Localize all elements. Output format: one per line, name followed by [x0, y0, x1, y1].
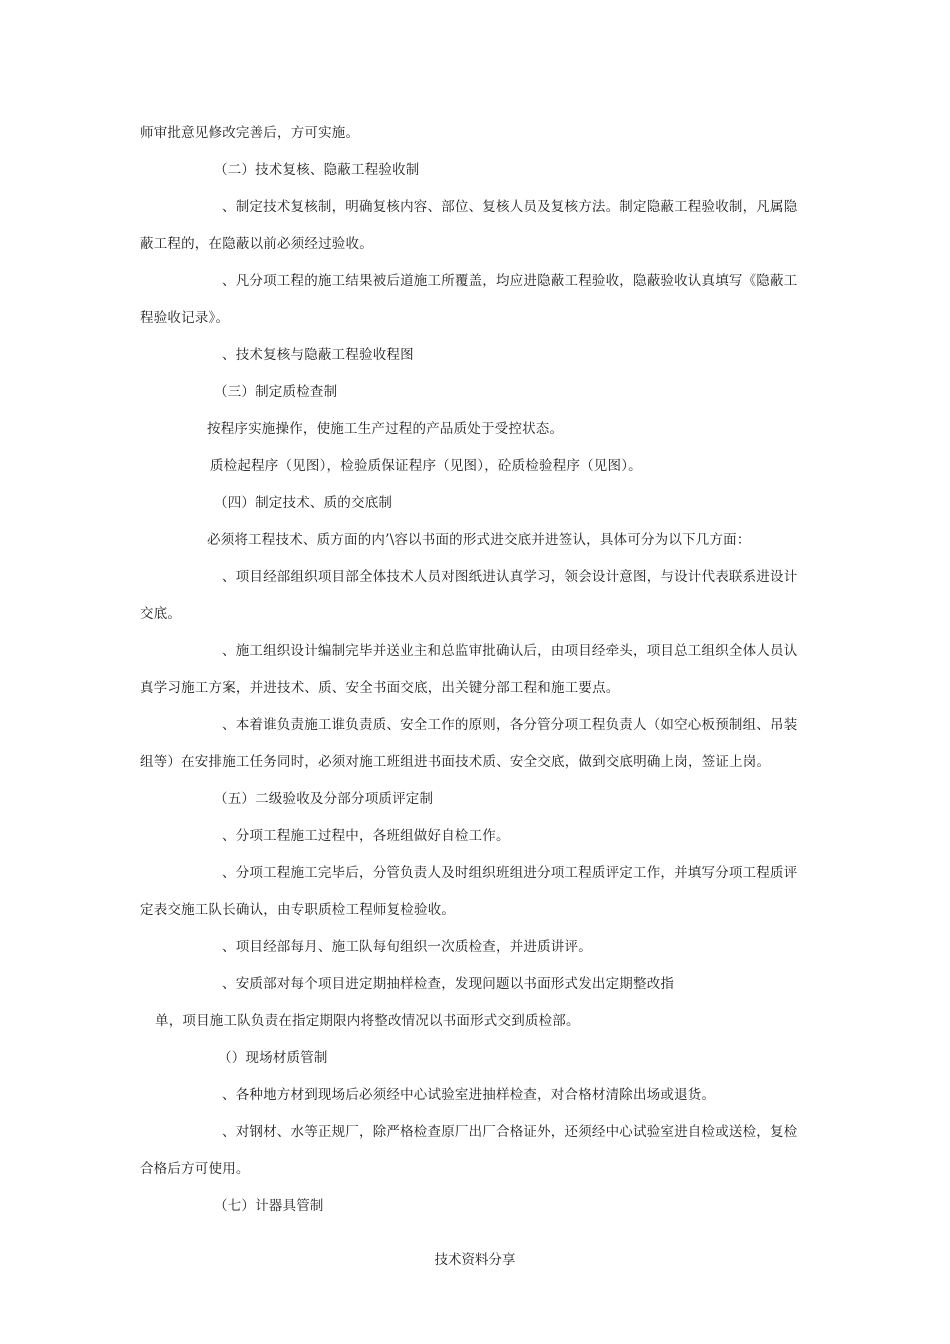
section-heading: （五）二级验收及分部分项质评定制 — [214, 791, 434, 807]
body-line: 、项目经部每月、施工队每旬组织一次质检查，并进质讲评。 — [222, 939, 592, 955]
body-line: 、制定技术复核制，明确复核内容、部位、复核人员及复核方法。制定隐蔽工程验收制，凡属隐 — [222, 199, 798, 215]
body-line: 蔽工程的，在隐蔽以前必须经过验收。 — [140, 236, 373, 252]
body-line: 真学习施工方案，并进技术、质、安全书面交底，出关键分部工程和施工要点。 — [140, 680, 620, 696]
body-line: 定表交施工队长确认，由专职质检工程师复检验收。 — [140, 902, 456, 918]
section-heading: （四）制定技术、质的交底制 — [214, 495, 393, 511]
body-line: 合格后方可使用。 — [140, 1161, 250, 1177]
body-line: 交底。 — [140, 606, 182, 622]
section-heading: （三）制定质检查制 — [214, 384, 338, 400]
body-line: 质检起程序（见图），检验质保证程序（见图），砼质检验程序（见图）。 — [210, 458, 642, 474]
section-heading: （二）技术复核、隐蔽工程验收制 — [214, 162, 420, 178]
section-heading: （）现场材质管制 — [218, 1050, 328, 1066]
body-line: 、施工组织设计编制完毕并送业主和总监审批确认后，由项目经牵头，项目总工组织全体人员认 — [222, 643, 798, 659]
section-heading: （七）计器具管制 — [214, 1198, 324, 1214]
body-line: 、分项工程施工完毕后，分管负责人及时组织班组进分项工程质评定工作，并填写分项工程质评 — [222, 865, 798, 881]
body-line: 、安质部对每个项目进定期抽样检查，发现问题以书面形式发出定期整改指 — [222, 976, 675, 992]
page-footer: 技术资料分享 — [434, 1252, 516, 1268]
body-line: 、各种地方材到现场后必须经中心试验室进抽样检查，对合格材清除出场或退货。 — [222, 1087, 716, 1103]
body-line: 、技术复核与隐蔽工程验收程图 — [222, 347, 414, 363]
body-line: 按程序实施操作，使施工生产过程的产品质处于受控状态。 — [207, 421, 564, 437]
body-line: 、分项工程施工过程中，各班组做好自检工作。 — [222, 828, 510, 844]
body-line: 单，项目施工队负责在指定期限内将整改情况以书面形式交到质检部。 — [155, 1013, 580, 1029]
body-line: 师审批意见修改完善后，方可实施。 — [140, 125, 360, 141]
body-line: 组等）在安排施工任务同时，必须对施工班组进书面技术质、安全交底，做到交底明确上岗，签证上岗。 — [140, 754, 771, 770]
body-line: 、本着谁负责施工谁负责质、安全工作的原则，各分管分项工程负责人（如空心板预制组、吊装 — [222, 717, 798, 733]
body-line: 必须将工程技术、质方面的内’\容以书面的形式进交底并进签认，具体可分为以下几方面： — [207, 532, 751, 548]
body-line: 程验收记录》。 — [140, 310, 230, 326]
body-line: 、项目经部组织项目部全体技术人员对图纸进认真学习，领会设计意图，与设计代表联系进设计 — [222, 569, 798, 585]
body-line: 、凡分项工程的施工结果被后道施工所覆盖，均应进隐蔽工程验收，隐蔽验收认真填写《隐蔽工 — [222, 273, 798, 289]
body-line: 、对钢材、水等正规厂，除严格检查原厂出厂合格证外，还须经中心试验室进自检或送检，复检 — [222, 1124, 798, 1140]
